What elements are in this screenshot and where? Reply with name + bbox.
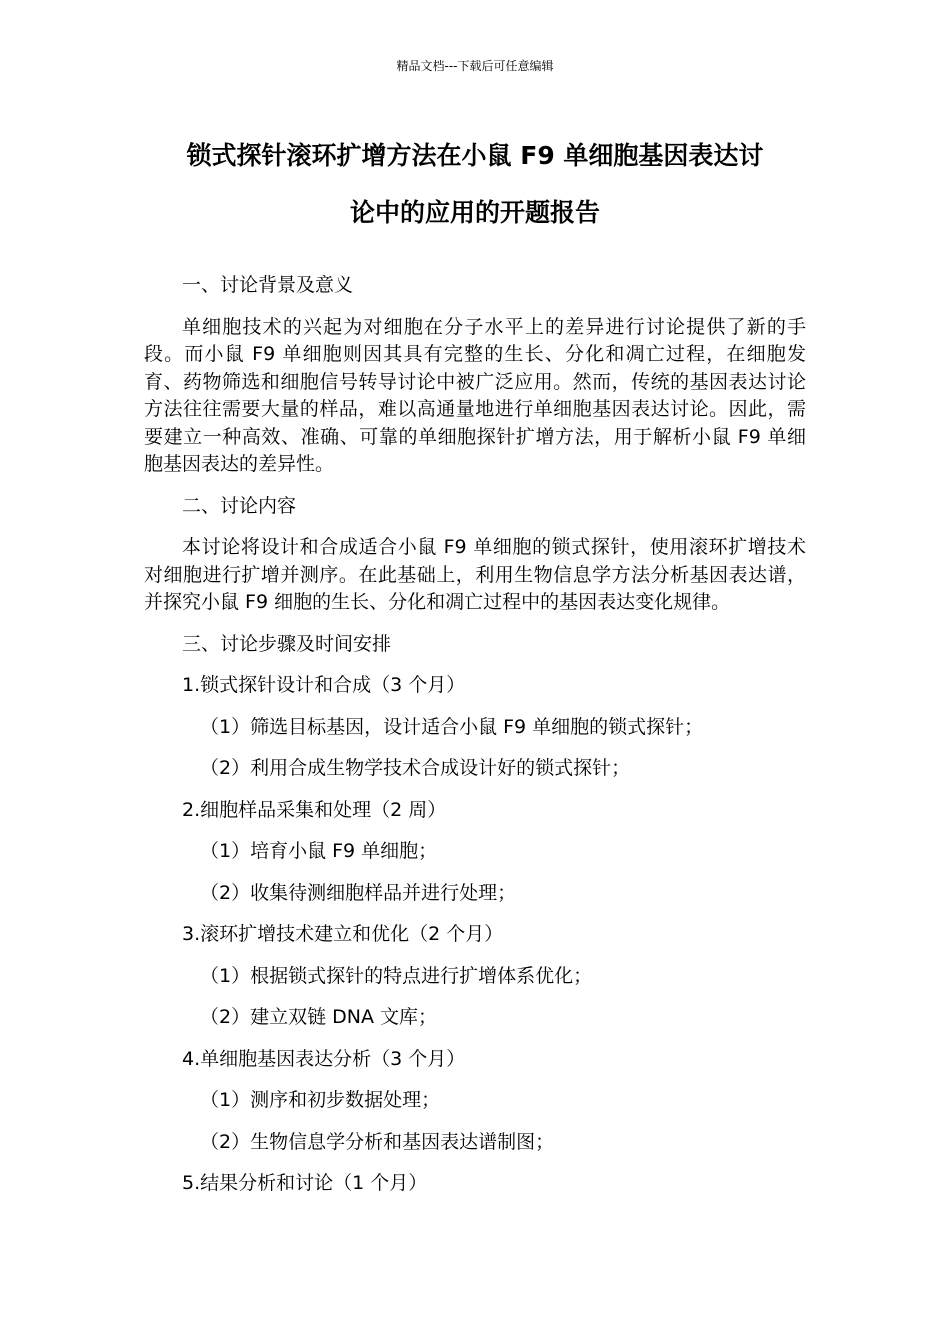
document-title-line-2: 论中的应用的开题报告: [349, 198, 600, 227]
schedule-step-4-item-1: （1）测序和初步数据处理；: [200, 1089, 441, 1111]
section-heading-schedule: 三、讨论步骤及时间安排: [182, 632, 392, 655]
section-heading-background: 一、讨论背景及意义: [182, 274, 354, 296]
schedule-step-2-item-1: （1）培育小鼠 F9 单细胞；: [200, 840, 438, 862]
schedule-step-4: 4.单细胞基因表达分析（3 个月）: [182, 1047, 466, 1070]
schedule-step-1: 1.锁式探针设计和合成（3 个月）: [182, 674, 466, 696]
schedule-step-3-item-1: （1）根据锁式探针的特点进行扩增体系优化；: [200, 964, 593, 987]
schedule-step-3-item-2: （2）建立双链 DNA 文库；: [200, 1006, 438, 1028]
section-paragraph-content: 本讨论将设计和合成适合小鼠 F9 单细胞的锁式探针，使用滚环扩增技术对细胞进行扩增并测序。在此基础上，利用生物信息学方法分析基因表达谱，并探究小鼠 F9 细胞的生长、分化和凋亡过程中的基因表达变化规律。: [144, 536, 806, 613]
document-title-line-1: 锁式探针滚环扩增方法在小鼠 F9 单细胞基因表达讨: [186, 141, 764, 170]
schedule-step-3: 3.滚环扩增技术建立和优化（2 个月）: [182, 923, 504, 945]
schedule-step-2-item-2: （2）收集待测细胞样品并进行处理；: [200, 881, 517, 904]
schedule-step-5: 5.结果分析和讨论（1 个月）: [182, 1172, 428, 1194]
document-body: [144, 272, 806, 1212]
header-note: 精品文档---下载后可任意编辑: [396, 59, 554, 73]
schedule-step-4-item-2: （2）生物信息学分析和基因表达谱制图；: [200, 1130, 555, 1153]
schedule-step-1-item-2: （2）利用合成生物学技术合成设计好的锁式探针；: [200, 757, 631, 779]
section-paragraph-background: 单细胞技术的兴起为对细胞在分子水平上的差异进行讨论提供了新的手段。而小鼠 F9 单细胞则因其具有完整的生长、分化和凋亡过程，在细胞发育、药物筛选和细胞信号转导讨论中被广泛应用。然而，传统的基因表达讨论方法往往需要大量的样品，难以高通量地进行单细胞基因表达讨论。因此，需要建立一种高效、准确、可靠的单细胞探针扩增方法，用于解析小鼠 F9 单细胞基因表达的差异性。: [144, 315, 806, 475]
schedule-step-1-item-1: （1）筛选目标基因，设计适合小鼠 F9 单细胞的锁式探针；: [200, 715, 704, 738]
schedule-step-2: 2.细胞样品采集和处理（2 周）: [182, 798, 447, 821]
section-heading-content: 二、讨论内容: [182, 494, 297, 517]
